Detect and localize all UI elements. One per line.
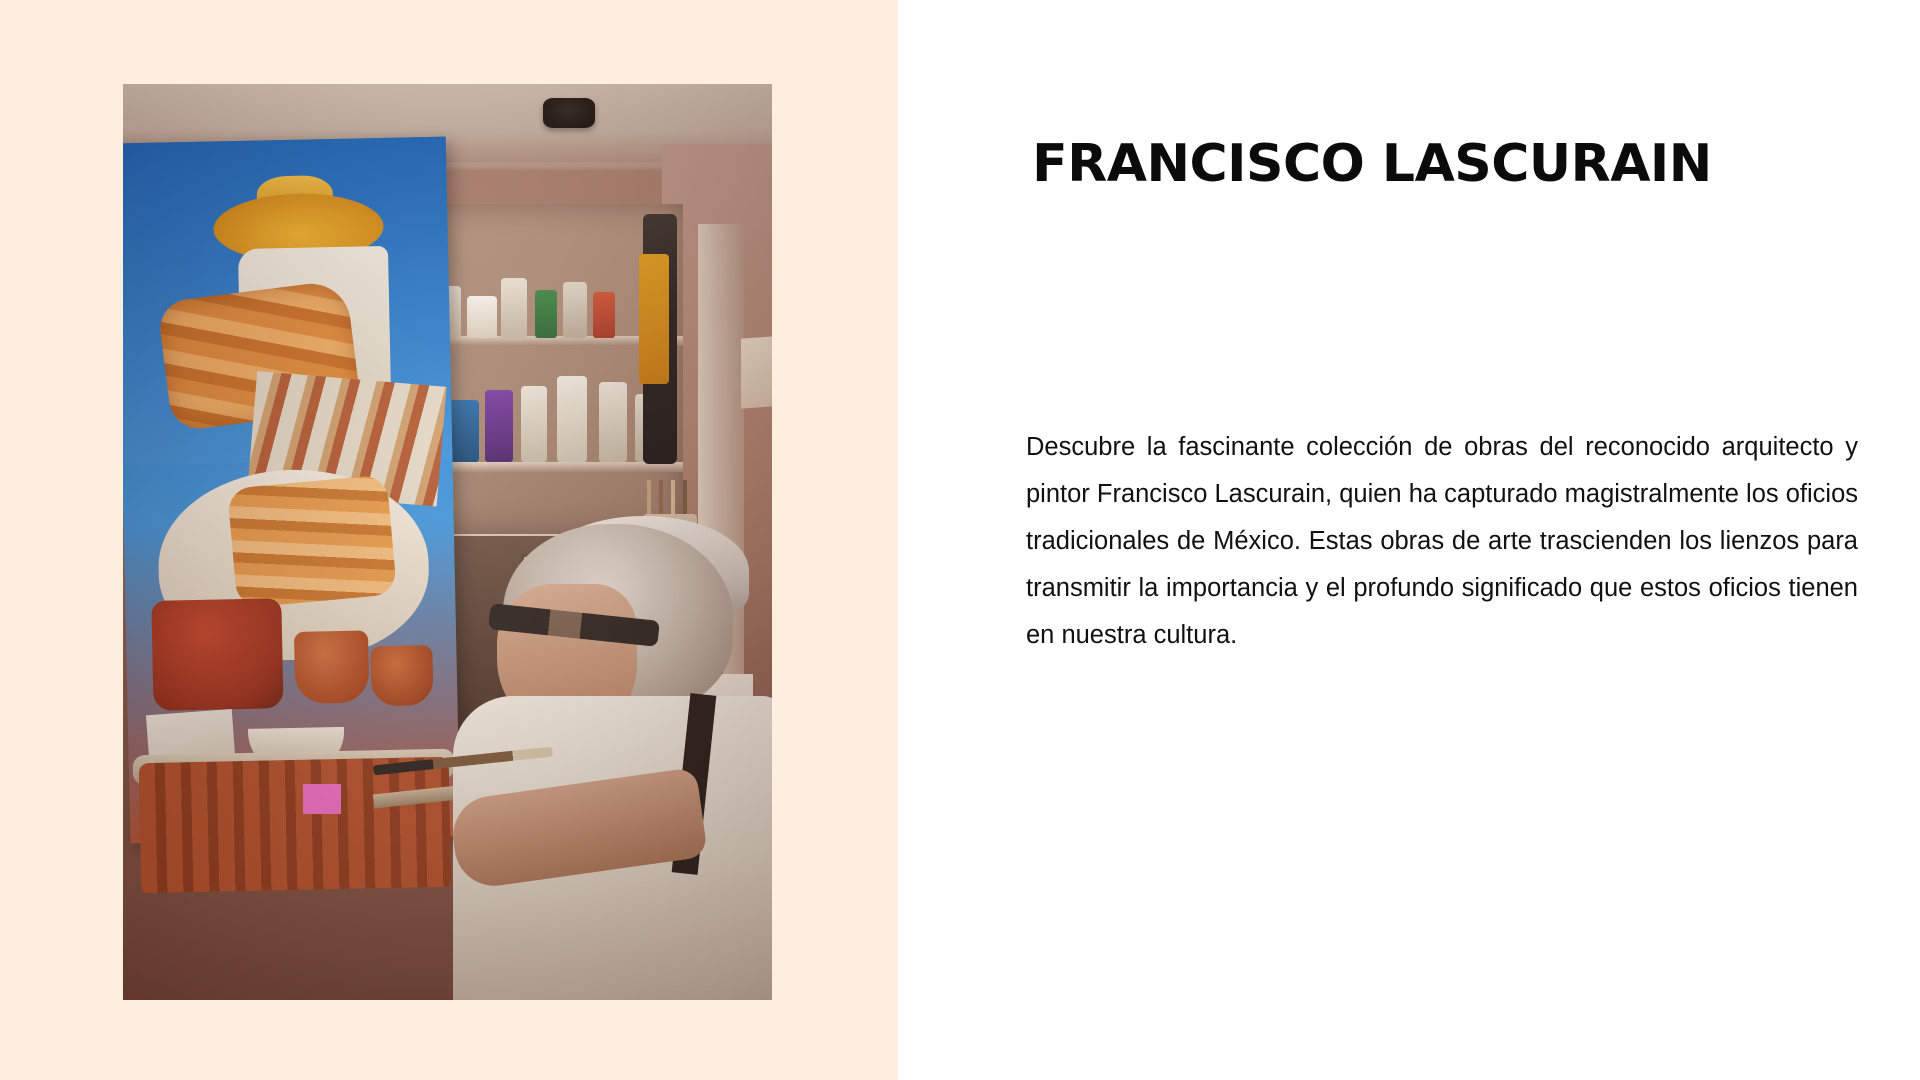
rolled-tube-orange bbox=[639, 254, 669, 384]
painting-canvas bbox=[123, 137, 460, 844]
bottle bbox=[593, 292, 615, 338]
painted-clay-pot bbox=[294, 630, 369, 704]
painted-hands-lower bbox=[227, 475, 397, 609]
painted-basket bbox=[139, 757, 452, 893]
bottle bbox=[557, 376, 587, 462]
painter-studio-photo bbox=[123, 84, 772, 1000]
shelf-board bbox=[423, 462, 683, 472]
bottle bbox=[535, 290, 557, 338]
left-image-panel bbox=[0, 0, 898, 1080]
bottle bbox=[485, 390, 513, 462]
cardboard-box bbox=[741, 325, 772, 408]
bottle bbox=[501, 278, 527, 338]
pink-tape bbox=[303, 784, 341, 814]
photo-background bbox=[123, 84, 772, 1000]
painted-clay-pot-large bbox=[151, 598, 283, 711]
bottle bbox=[467, 296, 497, 338]
bottle bbox=[599, 382, 627, 462]
bottle bbox=[563, 282, 587, 338]
body-paragraph: Descubre la fascinante colección de obras del reconocido arquitecto y pintor Francisco Lascurain, quien ha capturado magistralmente los oficios tradicionales de México. Estas obras de arte trascienden los lienzos para transmitir la importancia y el profundo significado que estos oficios tienen en nuestra cultura. bbox=[1026, 432, 1859, 650]
right-text-panel bbox=[898, 0, 1920, 1080]
page-title: FRANCISCO LASCURAIN bbox=[1032, 133, 1712, 194]
painted-clay-pot bbox=[370, 645, 433, 706]
bottle bbox=[521, 386, 547, 462]
ceiling-lamp-icon bbox=[543, 98, 595, 128]
